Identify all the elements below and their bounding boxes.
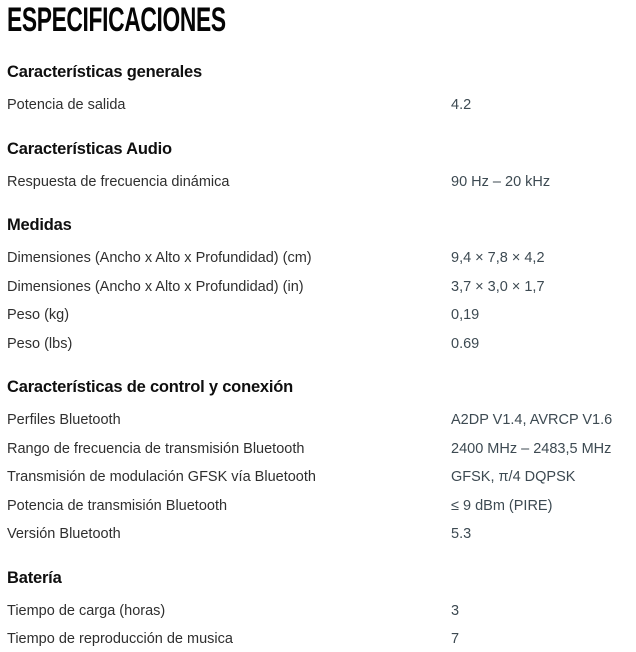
spec-value: 0,19 bbox=[451, 307, 480, 324]
table-row bbox=[7, 492, 628, 521]
spec-section bbox=[7, 139, 628, 197]
spec-label: Potencia de salida bbox=[7, 97, 126, 114]
spec-label: Perfiles Bluetooth bbox=[7, 412, 121, 429]
table-row bbox=[7, 301, 628, 330]
section-title: Medidas bbox=[7, 216, 72, 234]
table-row bbox=[7, 168, 628, 197]
spec-label: Versión Bluetooth bbox=[7, 526, 121, 543]
spec-value: ≤ 9 dBm (PIRE) bbox=[451, 497, 553, 514]
table-row bbox=[7, 273, 628, 302]
table-row bbox=[7, 597, 628, 626]
spec-value: 9,4 × 7,8 × 4,2 bbox=[451, 250, 545, 267]
section-rows bbox=[7, 597, 628, 652]
section-rows bbox=[7, 168, 628, 197]
table-row bbox=[7, 330, 628, 359]
spec-value: 4.2 bbox=[451, 97, 472, 114]
spec-label: Transmisión de modulación GFSK vía Bluetooth bbox=[7, 469, 316, 486]
spec-label: Dimensiones (Ancho x Alto x Profundidad) (in) bbox=[7, 278, 304, 295]
spec-label: Dimensiones (Ancho x Alto x Profundidad) (cm) bbox=[7, 250, 312, 267]
section-rows bbox=[7, 406, 628, 549]
spec-value: 90 Hz – 20 kHz bbox=[451, 173, 551, 190]
spec-value: 3,7 × 3,0 × 1,7 bbox=[451, 278, 545, 295]
spec-value: 2400 MHz – 2483,5 MHz bbox=[451, 440, 612, 457]
spec-sections bbox=[7, 62, 628, 652]
table-row bbox=[7, 435, 628, 464]
spec-value: GFSK, π/4 DQPSK bbox=[451, 469, 576, 486]
spec-value: 5.3 bbox=[451, 526, 472, 543]
table-row bbox=[7, 520, 628, 549]
spec-section bbox=[7, 377, 628, 549]
table-row bbox=[7, 244, 628, 273]
spec-label: Peso (kg) bbox=[7, 307, 70, 324]
section-rows bbox=[7, 91, 628, 120]
table-row bbox=[7, 91, 628, 120]
spec-label: Tiempo de reproducción de musica bbox=[7, 631, 233, 648]
table-row bbox=[7, 406, 628, 435]
spec-label: Potencia de transmisión Bluetooth bbox=[7, 497, 228, 514]
section-title: Características de control y conexión bbox=[7, 378, 294, 396]
spec-value: 0.69 bbox=[451, 335, 480, 352]
spec-section bbox=[7, 568, 628, 652]
section-title: Batería bbox=[7, 568, 62, 587]
spec-section bbox=[7, 62, 628, 120]
table-row bbox=[7, 463, 628, 492]
spec-value: 7 bbox=[451, 631, 460, 648]
section-rows bbox=[7, 244, 628, 358]
spec-section bbox=[7, 215, 628, 358]
page-title: ESPECIFICACIONES bbox=[7, 1, 226, 39]
section-title: Características Audio bbox=[7, 139, 172, 158]
spec-label: Peso (lbs) bbox=[7, 335, 73, 352]
spec-label: Tiempo de carga (horas) bbox=[7, 602, 166, 619]
spec-value: A2DP V1.4, AVRCP V1.6 bbox=[451, 412, 613, 429]
spec-label: Respuesta de frecuencia dinámica bbox=[7, 173, 230, 190]
spec-value: 3 bbox=[451, 602, 460, 619]
table-row bbox=[7, 625, 628, 652]
section-title: Características generales bbox=[7, 63, 202, 81]
spec-label: Rango de frecuencia de transmisión Bluetooth bbox=[7, 440, 305, 457]
